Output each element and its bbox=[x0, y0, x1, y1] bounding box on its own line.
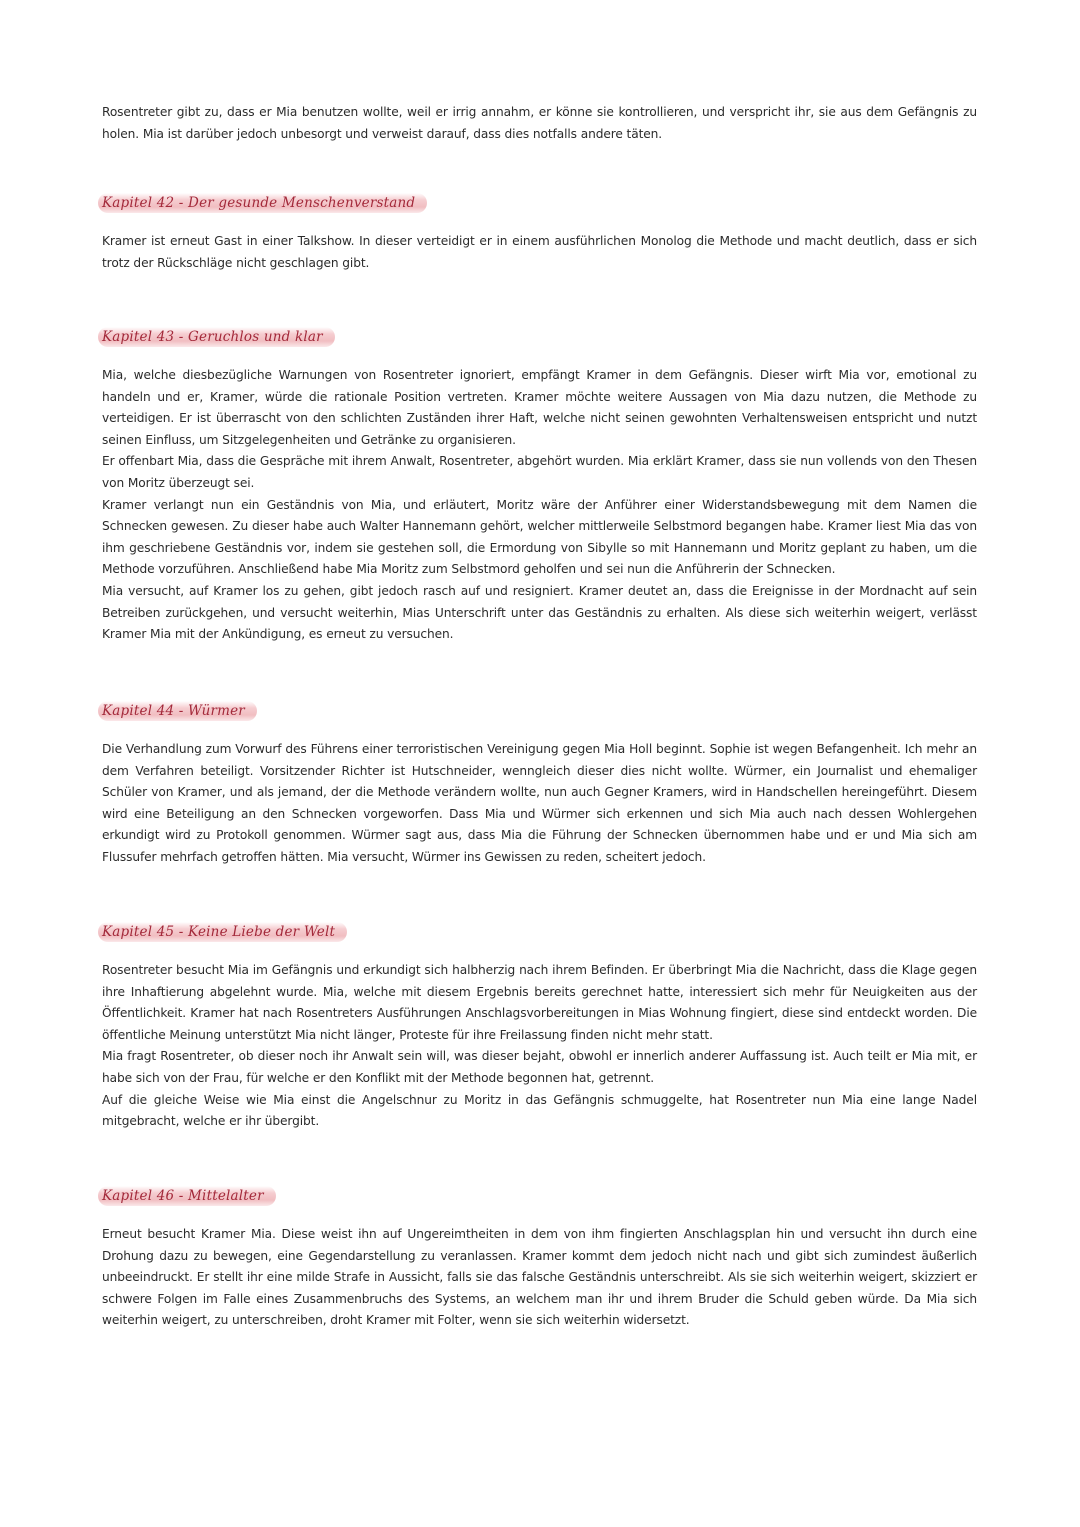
chapter-heading: Kapitel 43 - Geruchlos und klar bbox=[98, 327, 335, 347]
chapter-heading-wrap bbox=[102, 701, 977, 725]
chapter-paragraph: Die Verhandlung zum Vorwurf des Führens einer terroristischen Vereinigung gegen Mia Holl beginnt. Sophie ist wegen Befangenheit. Ich mehr an dem Verfahren beteiligt. Vorsitzender Richter ist Hutschneider, wenngleich dieser dies nicht wollte. Würmer, ein Journalist und ehemaliger Schüler von Kramer, und als jemand, der die Methode verändern wollte, nun auch Gegner Kramers, wird in Handschellen hereingeführt. Diesem wird eine Beteiligung an den Schnecken vorgeworfen. Dass Mia und Würmer sich erkennen und sich Mia auch nach dessen Wohlergehen erkundigt wird zu Protokoll genommen. Würmer sagt aus, dass Mia die Führung der Schnecken übernommen habe und er und Mia sich am Flussufer mehrfach getroffen hätten. Mia versucht, Würmer ins Gewissen zu reden, scheitert jedoch. bbox=[102, 742, 977, 864]
chapter-paragraph: Mia fragt Rosentreter, ob dieser noch ihr Anwalt sein will, was dieser bejaht, obwohl er innerlich anderer Auffassung ist. Auch teilt er Mia mit, er habe sich von der Frau, für welche er den Konflikt mit der Methode begonnen hat, getrennt. bbox=[102, 1049, 977, 1085]
chapter-44 bbox=[102, 701, 977, 869]
chapter-46 bbox=[102, 1186, 977, 1332]
intro-section bbox=[102, 102, 977, 145]
chapter-heading-wrap bbox=[102, 922, 977, 946]
chapter-heading-wrap bbox=[102, 1186, 977, 1210]
chapter-paragraph: Kramer ist erneut Gast in einer Talkshow. In dieser verteidigt er in einem ausführlichen Monolog die Methode und macht deutlich, dass er sich trotz der Rückschläge nicht geschlagen gibt. bbox=[102, 234, 977, 270]
chapter-43 bbox=[102, 327, 977, 646]
chapter-paragraph: Kramer verlangt nun ein Geständnis von Mia, und erläutert, Moritz wäre der Anführer einer Widerstandsbewegung mit dem Namen die Schnecken gewesen. Zu dieser habe auch Walter Hannemann gehört, welcher mittlerweile Selbstmord begangen habe. Kramer liest Mia das von ihm geschriebene Geständnis vor, indem sie gestehen soll, die Ermordung von Sibylle so mit Hannemann und Moritz geplant zu haben, um die Methode vorzuführen. Anschließend habe Mia Moritz zum Selbstmord geholfen und sei nun die Anführerin der Schnecken. bbox=[102, 497, 977, 577]
chapter-heading-wrap bbox=[102, 193, 977, 217]
chapter-45 bbox=[102, 922, 977, 1133]
chapter-heading: Kapitel 46 - Mittelalter bbox=[98, 1186, 276, 1206]
chapter-paragraph: Mia versucht, auf Kramer los zu gehen, gibt jedoch rasch auf und resigniert. Kramer deutet an, dass die Ereignisse in der Mordnacht auf sein Betreiben zurückgehen, und versucht weiterhin, Mias Unterschrift unter das Geständnis zu erhalten. Als diese sich weiterhin weigert, verlässt Kramer Mia mit der Ankündigung, es erneut zu versuchen. bbox=[102, 583, 977, 642]
chapter-paragraph: Er offenbart Mia, dass die Gespräche mit ihrem Anwalt, Rosentreter, abgehört wurden. Mia erklärt Kramer, dass sie nun vollends von den Thesen von Moritz überzeugt sei. bbox=[102, 454, 977, 490]
chapter-42 bbox=[102, 193, 977, 274]
chapter-heading: Kapitel 44 - Würmer bbox=[98, 701, 257, 721]
intro-paragraph: Rosentreter gibt zu, dass er Mia benutzen wollte, weil er irrig annahm, er könne sie kontrollieren, und verspricht ihr, sie aus dem Gefängnis zu holen. Mia ist darüber jedoch unbesorgt und verweist darauf, dass dies notfalls andere täten. bbox=[102, 105, 977, 141]
chapter-heading: Kapitel 42 - Der gesunde Menschenverstand bbox=[98, 193, 427, 213]
chapter-paragraph: Auf die gleiche Weise wie Mia einst die Angelschnur zu Moritz in das Gefängnis schmuggelte, hat Rosentreter nun Mia eine lange Nadel mitgebracht, welche er ihr übergibt. bbox=[102, 1092, 977, 1129]
chapter-heading-wrap bbox=[102, 327, 977, 351]
chapter-heading: Kapitel 45 - Keine Liebe der Welt bbox=[98, 922, 347, 942]
chapter-paragraph: Rosentreter besucht Mia im Gefängnis und erkundigt sich halbherzig nach ihrem Befinden. Er überbringt Mia die Nachricht, dass die Klage gegen ihre Inhaftierung abgelehnt wurde. Mia, welche mit diesem Ergebnis bereits gerechnet hatte, interessiert sich mehr für Neuigkeiten aus der Öffentlichkeit. Kramer hat nach Rosentreters Ausführungen Anschlagsvorbereitungen in Mias Wohnung fingiert, diese sind entdeckt worden. Die öffentliche Meinung unterstützt Mia nicht länger, Proteste für ihre Freilassung finden nicht mehr statt. bbox=[102, 963, 977, 1042]
chapter-paragraph: Mia, welche diesbezügliche Warnungen von Rosentreter ignoriert, empfängt Kramer in dem Gefängnis. Dieser wirft Mia vor, emotional zu handeln und er, Kramer, würde die rationale Position vertreten. Kramer möchte weitere Aussagen von Mia dazu nutzen, die Methode zu verteidigen. Er ist überrascht von den schlichten Zuständen ihrer Haft, welche nicht seinen gewohnten Verhaltensweisen entspricht und nutzt seinen Einfluss, um Sitzgelegenheiten und Getränke zu organisieren. bbox=[102, 368, 977, 447]
chapter-paragraph: Erneut besucht Kramer Mia. Diese weist ihn auf Ungereimtheiten in dem von ihm fingierten Anschlagsplan hin und versucht ihn durch eine Drohung dazu zu bewegen, eine Gegendarstellung zu veranlassen. Kramer kommt dem jedoch nicht nach und gibt sich zumindest äußerlich unbeeindruckt. Er stellt ihr eine milde Strafe in Aussicht, falls sie das falsche Geständnis unterschreibt. Als sie sich weiterhin weigert, skizziert er schwere Folgen im Falle eines Zusammenbruchs des Systems, an welchem man ihr und ihrem Bruder die Schuld geben würde. Da Mia sich weiterhin weigert, zu unterschreiben, droht Kramer mit Folter, wenn sie sich weiterhin widersetzt. bbox=[102, 1227, 977, 1328]
